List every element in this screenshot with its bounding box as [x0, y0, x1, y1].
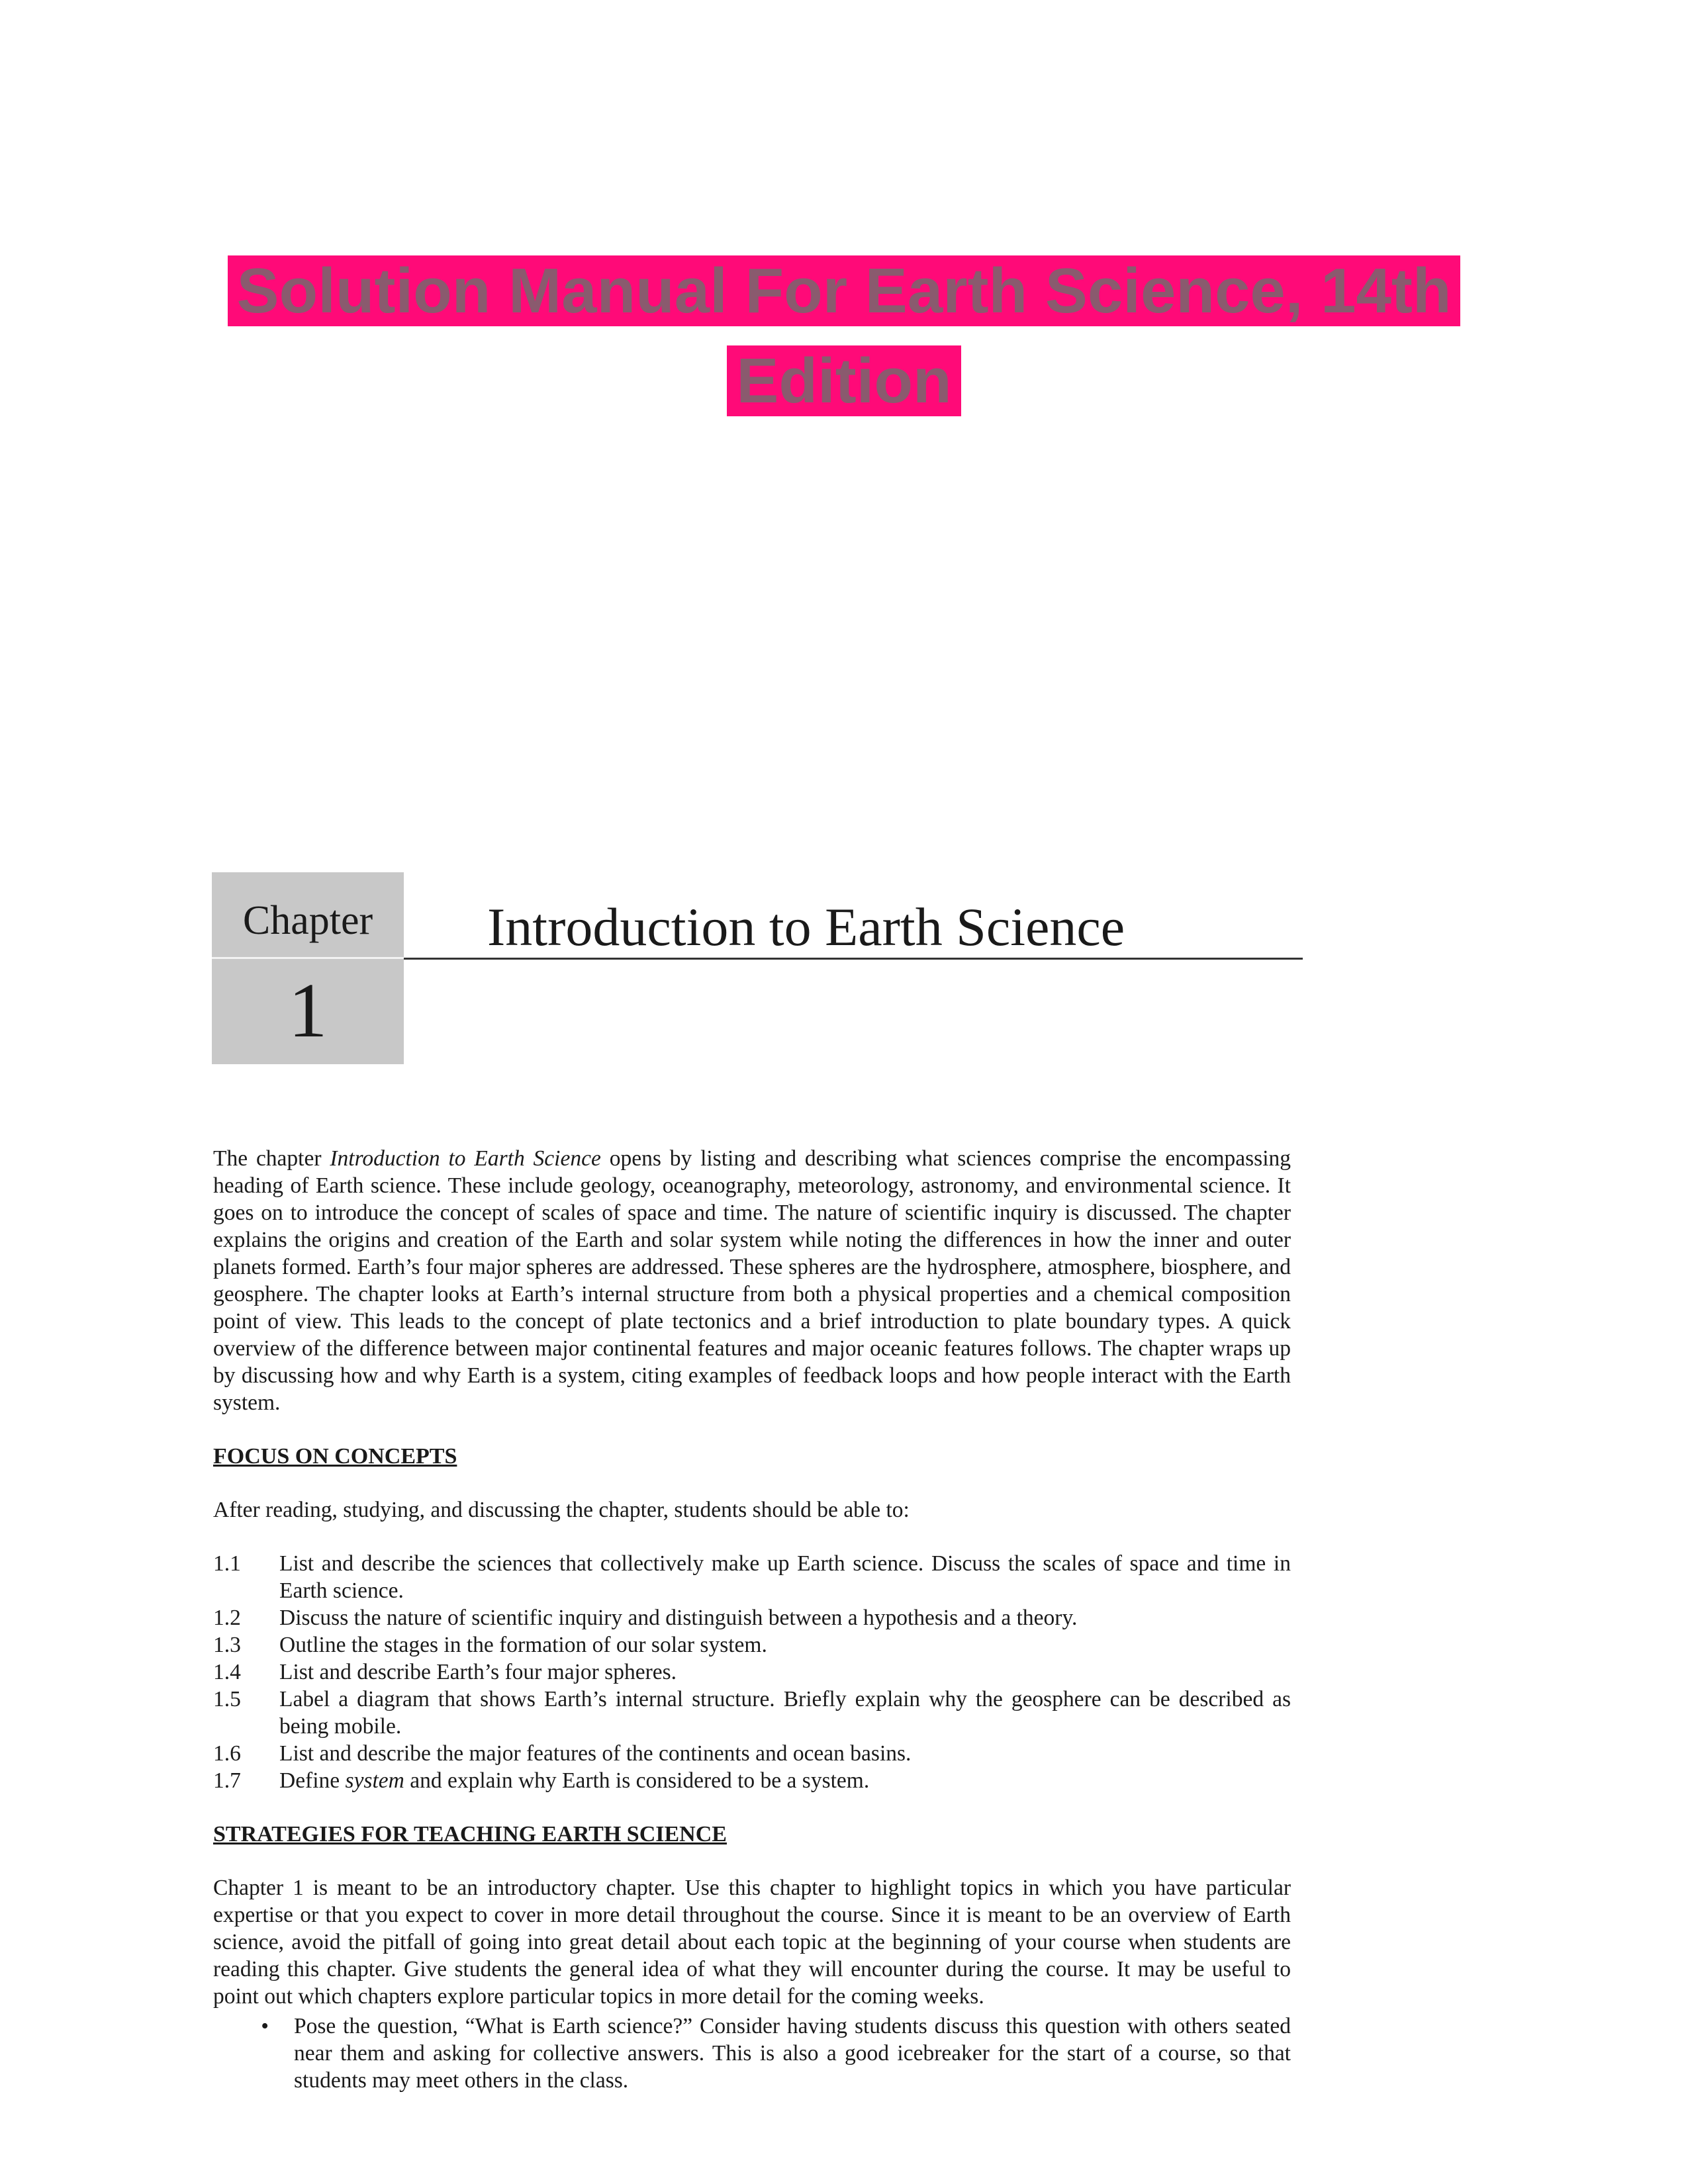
bullet-text: Pose the question, “What is Earth science?” Consider having students discuss this question with others seated near them and asking for collective answers. This is also a good icebreaker for the start of a course, so that students may meet others in the class. — [294, 2014, 1291, 2093]
chapter-title: Introduction to Earth Science — [487, 897, 1125, 957]
objective-number: 1.2 — [213, 1606, 241, 1630]
intro-italic-title: Introduction to Earth Science — [330, 1146, 601, 1171]
objective-number: 1.6 — [213, 1741, 241, 1766]
objective-item — [213, 1659, 1291, 1686]
objective-item — [213, 1631, 1291, 1659]
objective-item — [213, 1686, 1291, 1740]
chapter-badge — [212, 872, 404, 1064]
chapter-title-rule — [404, 958, 1303, 960]
objective-number: 1.1 — [213, 1551, 241, 1576]
objective-item — [213, 1604, 1291, 1631]
objective-item — [213, 1767, 1291, 1794]
document-body — [213, 1145, 1291, 2094]
intro-paragraph: The chapter Introduction to Earth Science opens by listing and describing what sciences comprise the encompassing heading of Earth science. These include geology, oceanography, meteorology, astronomy, and environmental science. It goes on to introduce the concept of scales of space and time. The nature of scientific inquiry is discussed. The chapter explains the origins and creation of the Earth and solar system while noting the differences in how the inner and outer planets formed. Earth’s four major spheres are addressed. These spheres are the hydrosphere, atmosphere, biosphere, and geosphere. The chapter looks at Earth’s internal structure from both a physical properties and a chemical composition point of view. This leads to the concept of plate tectonics and a brief introduction to plate boundary types. A quick overview of the difference between major continental features and major oceanic features follows. The chapter wraps up by discussing how and why Earth is a system, citing examples of feedback loops and how people interact with the Earth system. — [213, 1146, 1291, 1415]
strategies-heading: STRATEGIES FOR TEACHING EARTH SCIENCE — [213, 1822, 727, 1846]
bullet-icon: • — [261, 2014, 269, 2038]
objective-text: Define system and explain why Earth is considered to be a system. — [279, 1768, 870, 1793]
objective-number: 1.7 — [213, 1768, 241, 1793]
objective-text: List and describe the sciences that collectively make up Earth science. Discuss the scales of space and time in Earth science. — [279, 1551, 1291, 1603]
objective-text: List and describe Earth’s four major spheres. — [279, 1660, 677, 1684]
objectives-list — [213, 1550, 1291, 1794]
focus-heading: FOCUS ON CONCEPTS — [213, 1444, 457, 1469]
objective-text: Label a diagram that shows Earth’s internal structure. Briefly explain why the geosphere can be described as being mobile. — [279, 1687, 1291, 1739]
focus-lead: After reading, studying, and discussing the chapter, students should be able to: — [213, 1498, 910, 1522]
chapter-badge-divider — [212, 957, 404, 959]
objective-text: List and describe the major features of the continents and ocean basins. — [279, 1741, 912, 1766]
chapter-number: 1 — [288, 967, 328, 1054]
objective-text: Outline the stages in the formation of our solar system. — [279, 1633, 767, 1657]
objective-item — [213, 1740, 1291, 1767]
objective-text: Discuss the nature of scientific inquiry and distinguish between a hypothesis and a theory. — [279, 1606, 1078, 1630]
objective-number: 1.3 — [213, 1633, 241, 1657]
document-banner — [169, 246, 1519, 426]
banner-title: Solution Manual For Earth Science, 14th Edition — [228, 255, 1461, 416]
chapter-label: Chapter — [242, 898, 373, 943]
bullet-item — [213, 2013, 1291, 2094]
objective-item — [213, 1550, 1291, 1604]
objective-number: 1.4 — [213, 1660, 241, 1684]
strategies-bullets — [213, 2013, 1291, 2094]
strategies-intro: Chapter 1 is meant to be an introductory chapter. Use this chapter to highlight topics in which you have particular expertise or that you expect to cover in more detail throughout the course. Since it is meant to be an overview of Earth science, avoid the pitfall of going into great detail about each topic at the beginning of your course when students are reading this chapter. Give students the general idea of what they will encounter during the course. It may be useful to point out which chapters explore particular topics in more detail for the coming weeks. — [213, 1876, 1291, 2009]
objective-number: 1.5 — [213, 1687, 241, 1711]
